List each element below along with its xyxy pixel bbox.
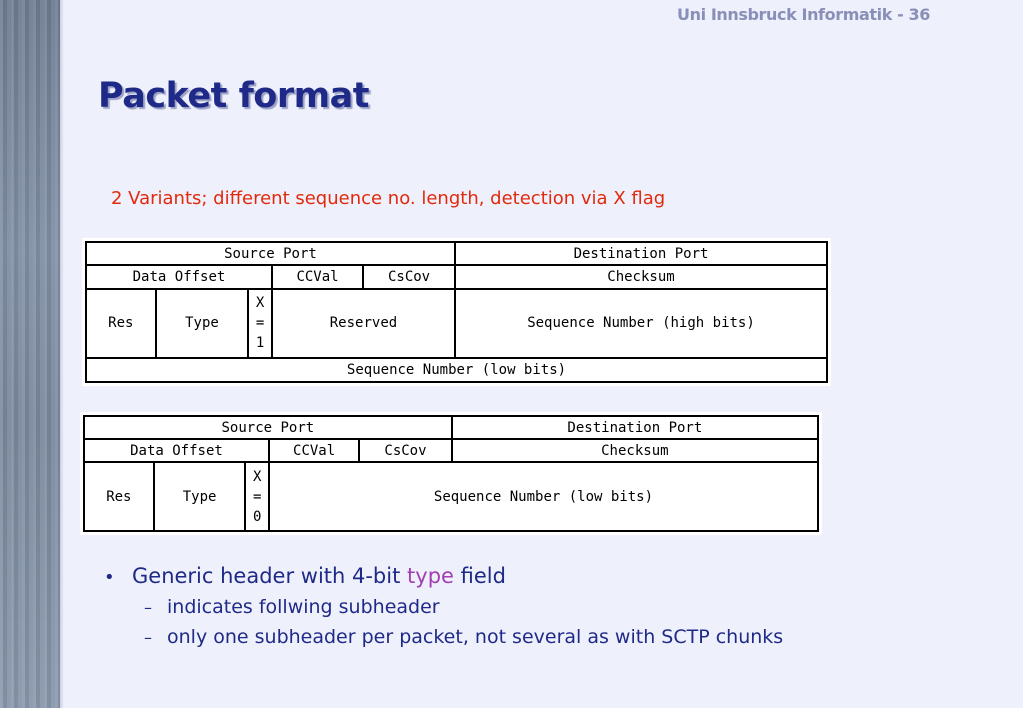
bullet-text-suffix: field xyxy=(460,564,506,588)
cell-seq-high: Sequence Number (high bits) xyxy=(455,289,827,358)
x-flag-char: X xyxy=(252,468,262,485)
cell-data-offset: Data Offset xyxy=(86,265,272,288)
highlight-type-word: type xyxy=(407,564,454,588)
cell-res: Res xyxy=(86,289,156,358)
packet-table-x1 xyxy=(85,241,828,383)
sidebar-decoration xyxy=(0,0,60,708)
cell-seq-low: Sequence Number (low bits) xyxy=(86,358,827,382)
bullet-text xyxy=(132,564,506,588)
cell-x-flag xyxy=(245,462,268,531)
cell-source-port: Source Port xyxy=(84,416,452,439)
cell-destination-port: Destination Port xyxy=(455,242,827,265)
cell-reserved: Reserved xyxy=(272,289,455,358)
sidebar-edge xyxy=(60,0,64,708)
x-flag-char: = xyxy=(252,488,262,505)
cell-source-port: Source Port xyxy=(86,242,455,265)
cell-cscov: CsCov xyxy=(363,265,455,288)
dash-icon: – xyxy=(144,628,152,647)
cell-x-flag xyxy=(248,289,272,358)
sub-bullet-text: only one subheader per packet, not several as with SCTP chunks xyxy=(167,626,784,648)
cell-destination-port: Destination Port xyxy=(452,416,818,439)
bullet-dot-icon: • xyxy=(104,567,115,588)
sub-bullet-item xyxy=(144,626,783,648)
slide-number: Uni Innsbruck Informatik - 36 xyxy=(676,5,930,24)
sub-bullet-text: indicates follwing subheader xyxy=(167,596,440,618)
bullet-list xyxy=(104,564,783,648)
cell-cscov: CsCov xyxy=(359,439,451,462)
cell-checksum: Checksum xyxy=(452,439,818,462)
cell-seq-low: Sequence Number (low bits) xyxy=(269,462,818,531)
cell-type: Type xyxy=(154,462,246,531)
bullet-item xyxy=(104,564,783,588)
cell-checksum: Checksum xyxy=(455,265,827,288)
cell-data-offset: Data Offset xyxy=(84,439,269,462)
x-flag-char: 0 xyxy=(252,508,262,525)
cell-ccval: CCVal xyxy=(272,265,363,288)
packet-table-x0 xyxy=(83,415,819,532)
x-flag-char: = xyxy=(255,315,265,332)
subtitle: 2 Variants; different sequence no. length, detection via X flag xyxy=(111,188,666,209)
packet-diagram-x0 xyxy=(80,412,822,535)
packet-diagram-x1 xyxy=(82,238,831,386)
x-flag-char: 1 xyxy=(255,335,265,352)
bullet-text-prefix: Generic header with 4-bit xyxy=(132,564,401,588)
sub-bullet-item xyxy=(144,596,783,618)
page-title: Packet format xyxy=(98,76,369,116)
cell-type: Type xyxy=(156,289,249,358)
cell-ccval: CCVal xyxy=(269,439,359,462)
dash-icon: – xyxy=(144,598,152,617)
cell-res: Res xyxy=(84,462,154,531)
x-flag-char: X xyxy=(255,295,265,312)
